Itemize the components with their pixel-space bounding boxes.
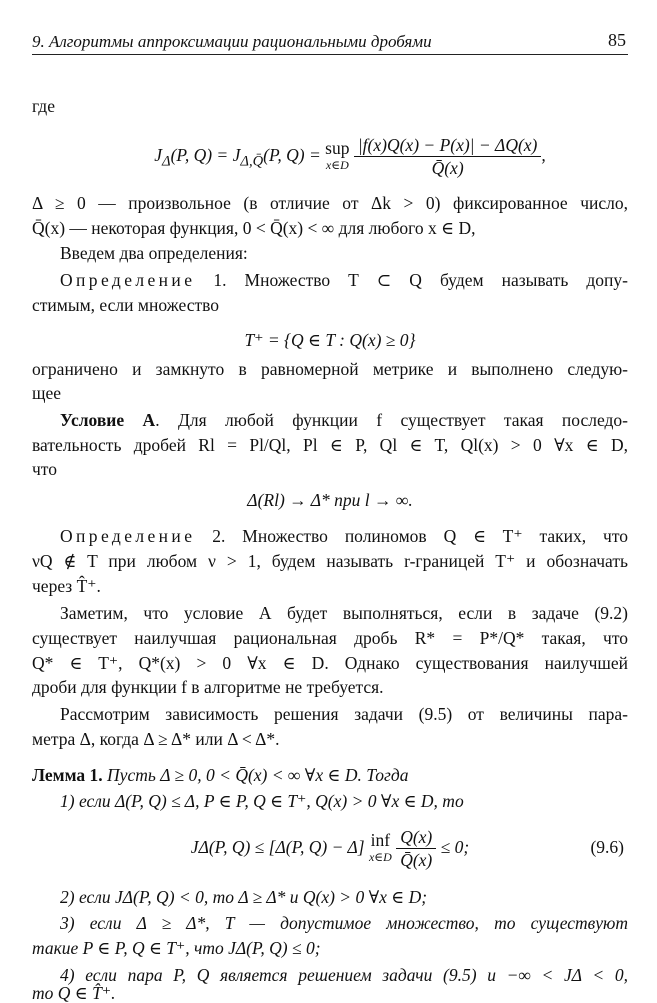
fraction-96-numerator: Q(x)	[396, 826, 436, 849]
definition-2-line-1	[32, 523, 628, 550]
equation-9-6	[32, 820, 628, 874]
text-delta-line-1: Δ ≥ 0 — произвольное (в отличие от Δk > 0) фиксированное число,	[32, 193, 628, 213]
fraction-J-numerator: |f(x)Q(x) − P(x)| − ΔQ(x)	[354, 134, 542, 157]
text-intro-defs: Введем два определения:	[60, 243, 248, 263]
fraction-J-denominator: Q̄(x)	[431, 158, 464, 179]
eq-j-lhs-args: (P, Q) = J	[170, 145, 241, 165]
condition-A-line-1	[32, 407, 628, 434]
fraction-96-denominator: Q̄(x)	[400, 850, 433, 871]
definition-1-text: 1. Множество T ⊂ Q будем называть допу-	[213, 270, 628, 290]
definition-1-label: Определение	[60, 270, 196, 290]
equation-J-delta	[32, 128, 628, 189]
lemma-item-3-line-2: такие P ∈ P, Q ∈ T⁺, что JΔ(P, Q) ≤ 0;	[32, 938, 321, 958]
inf-operator	[368, 829, 392, 866]
text-bounded-line-2: щее	[32, 383, 62, 403]
eq-j-tail: ,	[541, 145, 546, 165]
fraction-J	[354, 134, 542, 179]
page-number: 85	[608, 30, 626, 50]
book-page	[32, 0, 628, 1003]
running-head	[32, 30, 628, 55]
condition-A-line-2: вательность дробей Rl = Pl/Ql, Pl ∈ P, Ql ∈ T, Ql(x) > 0 ∀x ∈ D,	[32, 435, 628, 455]
definition-2-line-3: через T̂⁺.	[32, 576, 101, 596]
text-bounded-line-1: ограничено и замкнуто в равномерной метрике и выполнено следую-	[32, 359, 628, 379]
note-line-1: Заметим, что условие А будет выполняться, если в задаче (9.2)	[60, 603, 628, 623]
definition-1-line-2: стимым, если множество	[32, 295, 220, 315]
definition-2-text: 2. Множество полиномов Q ∈ T⁺ таких, что	[212, 526, 628, 546]
lemma-item-4-line-2: то Q ∈ T̂⁺.	[32, 983, 116, 1003]
eq-96-tail: ≤ 0;	[436, 837, 470, 857]
consider-line-2: метра Δ, когда Δ ≥ Δ* или Δ < Δ*.	[32, 729, 280, 749]
definition-2-label: Определение	[60, 526, 196, 546]
eq-96-lhs: JΔ(P, Q) ≤ [Δ(P, Q) − Δ]	[190, 837, 369, 857]
lemma-label: Лемма 1.	[32, 765, 103, 785]
note-line-2: существует наилучшая рациональная дробь R* = P*/Q* такая, что	[32, 628, 628, 648]
lemma-heading	[32, 762, 628, 789]
lemma-item-4-line-1: 4) если пара P, Q является решением задачи (9.5) и −∞ < JΔ < 0,	[60, 965, 628, 985]
lemma-text: Пусть Δ ≥ 0, 0 < Q̄(x) < ∞ ∀x ∈ D. Тогда	[102, 765, 409, 785]
inf-sub: x∈D	[368, 849, 392, 864]
consider-line-1: Рассмотрим зависимость решения задачи (9.5) от величины пара-	[60, 704, 628, 724]
fraction-96	[396, 826, 436, 871]
condition-A-text: . Для любой функции f существует такая последо-	[155, 410, 628, 430]
sup-operator	[325, 137, 350, 174]
sup-sub: x∈D	[325, 157, 349, 172]
lemma-item-2: 2) если JΔ(P, Q) < 0, то Δ ≥ Δ* и Q(x) > 0 ∀x ∈ D;	[60, 887, 428, 907]
equation-limit: Δ(Rl) → Δ* при l → ∞.	[247, 490, 413, 510]
eq-j-lhs: J	[154, 145, 163, 165]
lemma-item-3-line-1: 3) если Δ ≥ Δ*, T — допустимое множество, то существуют	[60, 913, 628, 933]
eq-j-mid-args: (P, Q) =	[263, 145, 326, 165]
equation-number: (9.6)	[590, 837, 624, 857]
definition-1-line-1	[32, 267, 628, 294]
lemma-item-1: 1) если Δ(P, Q) ≤ Δ, P ∈ P, Q ∈ T⁺, Q(x) > 0 ∀x ∈ D, то	[60, 791, 464, 811]
sup-label: sup	[325, 137, 350, 158]
condition-A-label: Условие А	[60, 410, 156, 430]
text-line-where: где	[32, 96, 55, 116]
eq-j-lhs-sub: Δ	[162, 153, 171, 170]
equation-T-plus: T⁺ = {Q ∈ T : Q(x) ≥ 0}	[244, 330, 416, 350]
inf-label: inf	[370, 829, 391, 850]
condition-A-line-3: что	[32, 459, 57, 479]
text-delta-line-2: Q̄(x) — некоторая функция, 0 < Q̄(x) < ∞ для любого x ∈ D,	[32, 218, 476, 238]
note-line-3: Q* ∈ T⁺, Q*(x) > 0 ∀x ∈ D. Однако существования наилучшей	[32, 653, 628, 673]
chapter-title: 9. Алгоритмы аппроксимации рациональными дробями	[32, 32, 432, 51]
definition-2-line-2: νQ ∉ T при любом ν > 1, будем называть r-границей T⁺ и обозначать	[32, 551, 628, 571]
note-line-4: дроби для функции f в алгоритме не требуется.	[32, 677, 384, 697]
eq-j-mid-sub: Δ,Q̄	[240, 153, 264, 170]
